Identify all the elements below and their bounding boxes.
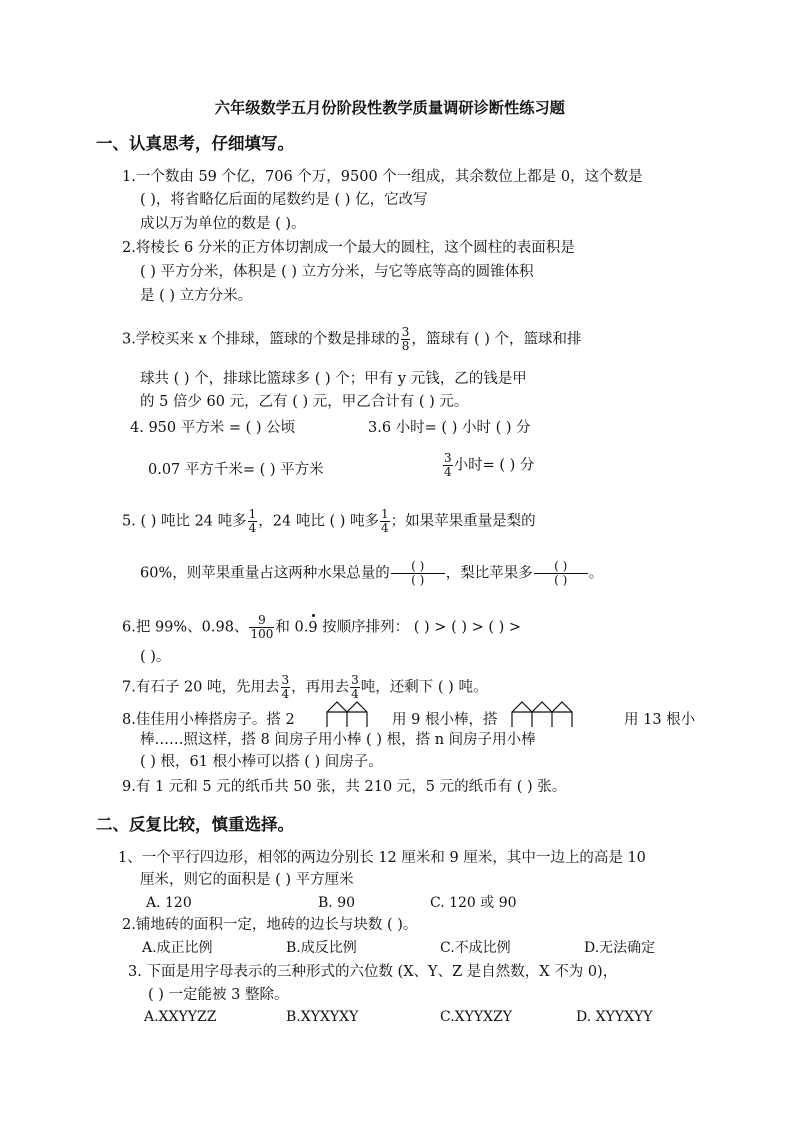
denominator: 8 — [401, 339, 410, 353]
q4-line1a: 4. 950 平方米 = ( ) 公顷 — [130, 420, 296, 436]
denominator: 4 — [444, 465, 452, 479]
s2-q2-option-a: A.成正比例 — [142, 940, 213, 956]
fraction — [443, 452, 453, 479]
q8-line1c: 用 13 根小 — [624, 712, 696, 728]
q6-text-b: 和 0. — [275, 619, 309, 636]
numerator: 1 — [248, 507, 257, 521]
q5-text-a: 5. ( ) 吨比 24 吨多 — [122, 513, 247, 530]
fraction — [380, 508, 390, 535]
s2-q3-option-a: A.XXYYZZ — [144, 1009, 217, 1025]
s2-q2-option-c: C.不成比例 — [440, 940, 511, 956]
s2-q1-option-c: C. 120 或 90 — [430, 895, 517, 911]
q5-line1 — [122, 508, 536, 535]
q8-line1a: 8.佳佳用小棒搭房子。搭 2 — [122, 712, 295, 728]
q3-line1 — [122, 326, 582, 353]
q8-line2: 棒……照这样，搭 8 间房子用小棒 ( ) 根，搭 n 间房子用小棒 — [140, 732, 536, 748]
s2-q2-option-d: D.无法确定 — [584, 940, 656, 956]
fraction — [401, 326, 411, 353]
numerator: 3 — [351, 673, 359, 687]
denominator: 4 — [281, 687, 290, 701]
denominator: 4 — [351, 687, 359, 701]
numerator: 3 — [444, 451, 452, 465]
q2-line2: ( ) 平方分米，体积是 ( ) 立方分米，与它等底等高的圆锥体积 — [140, 264, 534, 280]
q7-line1 — [122, 674, 487, 701]
q6-text-a: 6.把 99%、0.98、 — [122, 619, 249, 636]
q3-line2: 球共 ( ) 个，排球比篮球多 ( ) 个；甲有 y 元钱，乙的钱是甲 — [140, 371, 527, 387]
denominator: 4 — [381, 521, 389, 535]
section-2-heading: 二、反复比较，慎重选择。 — [96, 815, 294, 834]
q3-text-a: 3.学校买来 x 个排球，篮球的个数是排球的 — [122, 331, 400, 348]
s2-q3-option-c: C.XYYXZY — [440, 1009, 513, 1025]
q6-line2: ( )。 — [140, 649, 171, 665]
q4-line2b — [442, 452, 534, 479]
fraction — [248, 508, 258, 535]
s2-q1-option-b: B. 90 — [318, 895, 356, 911]
numerator: 1 — [381, 507, 389, 521]
q3-text-b: ，篮球有 ( ) 个，篮球和排 — [411, 331, 582, 348]
s2-q3-line1: 3. 下面是用字母表示的三种形式的六位数 (X、Y、Z 是自然数，X 不为 0)， — [128, 964, 618, 980]
repeating-digit: 9 — [308, 619, 318, 636]
denominator: 100 — [250, 627, 274, 641]
s2-q1-line1: 1、一个平行四边形，相邻的两边分别长 12 厘米和 9 厘米，其中一边上的高是 10 — [118, 850, 646, 866]
q7-text-c: 吨，还剩下 ( ) 吨。 — [360, 679, 488, 696]
s2-q3-line2: ( ) 一定能被 3 整除。 — [148, 987, 289, 1003]
numerator: 3 — [281, 673, 290, 687]
q5-line2 — [140, 560, 603, 587]
q5-text-d: 60%，则苹果重量占这两种水果总量的 — [140, 565, 390, 582]
fraction — [249, 614, 274, 641]
q5-text-b: ，24 吨比 ( ) 吨多 — [258, 513, 379, 530]
q4-line2a: 0.07 平方千米= ( ) 平方米 — [148, 462, 324, 478]
q5-text-c: ；如果苹果重量是梨的 — [390, 513, 536, 530]
q1-line1: 1.一个数由 59 个亿，706 个万，9500 个一组成，其余数位上都是 0，这个数是 — [122, 169, 643, 185]
q2-line3: 是 ( ) 立方分米。 — [140, 288, 253, 304]
blank-fraction — [391, 560, 445, 587]
q6-text-c: 按顺序排列： ( ) > ( ) > ( ) > — [317, 619, 522, 636]
denominator: 4 — [248, 521, 257, 535]
numerator: 3 — [401, 325, 410, 339]
q7-text-a: 7.有石子 20 吨，先用去 — [122, 679, 280, 696]
s2-q2-option-b: B.成反比例 — [286, 940, 357, 956]
s2-q1-option-a: A. 120 — [146, 895, 192, 911]
section-1-heading: 一、认真思考，仔细填写。 — [96, 134, 294, 153]
q8-line1b: 用 9 根小棒，搭 — [392, 712, 498, 728]
q2-line1: 2.将棱长 6 分米的正方体切割成一个最大的圆柱，这个圆柱的表面积是 — [122, 240, 575, 256]
q9-line1: 9.有 1 元和 5 元的纸币共 50 张，共 210 元，5 元的纸币有 ( ) 张。 — [122, 779, 567, 795]
q1-line3: 成以万为单位的数是 ( )。 — [140, 216, 306, 232]
s2-q1-line2: 厘米，则它的面积是 ( ) 平方厘米 — [140, 872, 354, 888]
q8-line3: ( ) 根，61 根小棒可以搭 ( ) 间房子。 — [140, 754, 383, 770]
two-houses-icon — [326, 700, 368, 728]
q5-text-e: ，梨比苹果多 — [445, 565, 533, 582]
s2-q2-line1: 2.铺地砖的面积一定，地砖的边长与块数 ( )。 — [122, 917, 418, 933]
fraction — [350, 674, 360, 701]
numerator: ( ) — [534, 560, 588, 574]
s2-q3-option-d: D. XYYXYY — [576, 1009, 653, 1025]
denominator: ( ) — [411, 573, 425, 587]
q1-line2: ( )，将省略亿后面的尾数约是 ( ) 亿，它改写 — [140, 192, 428, 208]
q3-line3: 的 5 倍少 60 元，乙有 ( ) 元，甲乙合计有 ( ) 元。 — [140, 394, 469, 410]
fraction — [281, 674, 291, 701]
denominator: ( ) — [554, 573, 568, 587]
q6-line1 — [122, 614, 521, 641]
page-title: 六年级数学五月份阶段性教学质量调研诊断性练习题 — [214, 98, 565, 117]
q4-line1b: 3.6 小时= ( ) 小时 ( ) 分 — [368, 420, 531, 436]
numerator: ( ) — [391, 560, 445, 574]
three-houses-icon — [511, 700, 573, 728]
q4-text-b: 小时= ( ) 分 — [453, 457, 535, 474]
blank-fraction — [534, 560, 588, 587]
q5-text-f: 。 — [588, 565, 604, 582]
q7-text-b: ，再用去 — [291, 679, 350, 696]
numerator: 9 — [249, 614, 274, 628]
s2-q3-option-b: B.XYXYXY — [286, 1009, 359, 1025]
